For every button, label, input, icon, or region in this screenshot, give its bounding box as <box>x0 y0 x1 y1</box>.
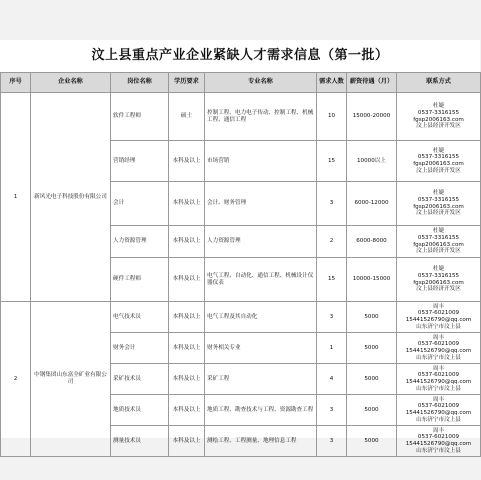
salary: 5000 <box>347 302 397 333</box>
education-requirement: 本科及以上 <box>169 426 205 457</box>
contact-line: 0537-3316155 <box>417 109 460 116</box>
row-index: 1 <box>1 93 31 302</box>
contact-line: 汶上县经济开发区 <box>416 210 461 217</box>
education-requirement: 本科及以上 <box>169 182 205 226</box>
header-salary: 薪资待遇（月） <box>347 73 397 93</box>
page-title: 汶上县重点产业企业紧缺人才需求信息（第一批） <box>91 48 389 63</box>
contact-line: 杜婕 <box>432 190 445 197</box>
salary: 5000 <box>347 364 397 395</box>
contact-line: fgsp2006163.com <box>413 241 464 248</box>
education-requirement: 本科及以上 <box>169 141 205 182</box>
table-row <box>1 302 481 333</box>
contact-info <box>397 302 481 333</box>
demand-count: 3 <box>317 426 347 457</box>
contact-line: 山东济宁市汶上县 <box>416 416 461 423</box>
salary: 10000-15000 <box>347 258 397 302</box>
education-requirement: 硕士 <box>169 93 205 141</box>
contact-line: 15441526790@qq.com <box>405 317 472 323</box>
job-title: 会计 <box>111 182 169 226</box>
major-name: 电气工程及其自动化 <box>205 302 317 333</box>
major-name: 会计、财务管理 <box>205 182 317 226</box>
job-title: 人力资源管理 <box>111 226 169 258</box>
header-major: 专业名称 <box>205 73 317 93</box>
contact-info <box>397 141 481 182</box>
contact-line: 周丰 <box>432 396 445 403</box>
job-title: 测量技术员 <box>111 426 169 457</box>
contact-line: 0537-6021009 <box>417 372 460 379</box>
major-name: 人力资源管理 <box>205 226 317 258</box>
contact-line: 15441526790@qq.com <box>405 441 472 447</box>
education-requirement: 本科及以上 <box>169 364 205 395</box>
contact-line: fgsp2006163.com <box>413 279 464 286</box>
major-name: 采矿工程 <box>205 364 317 395</box>
row-index: 2 <box>1 302 31 457</box>
contact-line: 山东济宁市汶上县 <box>416 385 461 392</box>
header-job: 岗位名称 <box>111 73 169 93</box>
contact-line: 山东济宁市汶上县 <box>416 447 461 454</box>
company-name: 中钢集团山东富全矿业有限公司 <box>31 302 111 457</box>
demand-count: 15 <box>317 141 347 182</box>
salary: 10000以上 <box>347 141 397 182</box>
education-requirement: 本科及以上 <box>169 333 205 364</box>
contact-line: 周丰 <box>432 334 445 341</box>
job-title: 电气技术员 <box>111 302 169 333</box>
contact-line: 周丰 <box>432 303 445 310</box>
contact-info <box>397 258 481 302</box>
contact-line: 山东济宁市汶上县 <box>416 323 461 330</box>
contact-info <box>397 426 481 457</box>
salary: 5000 <box>347 395 397 426</box>
talent-demand-table <box>0 72 481 457</box>
contact-line: 0537-3316155 <box>417 154 460 161</box>
contact-line: 0537-6021009 <box>417 403 460 410</box>
major-name: 测绘工程、工程测量、地理信息工程 <box>205 426 317 457</box>
major-name: 地质工程、勘查技术与工程、资源勘查工程 <box>205 395 317 426</box>
salary: 6000-12000 <box>347 182 397 226</box>
contact-line: 周丰 <box>432 365 445 372</box>
job-title: 硬件工程师 <box>111 258 169 302</box>
contact-line: 0537-6021009 <box>417 341 460 348</box>
contact-line: 15441526790@qq.com <box>405 379 472 385</box>
contact-line: 杜婕 <box>432 228 445 235</box>
education-requirement: 本科及以上 <box>169 258 205 302</box>
education-requirement: 本科及以上 <box>169 302 205 333</box>
contact-line: 汶上县经济开发区 <box>416 123 461 130</box>
contact-info <box>397 226 481 258</box>
contact-line: 0537-3316155 <box>417 234 460 241</box>
salary: 15000-20000 <box>347 93 397 141</box>
job-title: 地质技术员 <box>111 395 169 426</box>
demand-count: 3 <box>317 395 347 426</box>
job-title: 采矿技术员 <box>111 364 169 395</box>
demand-count: 1 <box>317 333 347 364</box>
contact-line: fgsp2006163.com <box>413 161 464 167</box>
header-index: 序号 <box>1 73 31 93</box>
contact-line: 0537-6021009 <box>417 310 460 317</box>
contact-line: 汶上县经济开发区 <box>416 286 461 293</box>
job-title: 软件工程师 <box>111 93 169 141</box>
demand-count: 3 <box>317 302 347 333</box>
header-education: 学历要求 <box>169 73 205 93</box>
demand-count: 2 <box>317 226 347 258</box>
salary: 6000-8000 <box>347 226 397 258</box>
contact-line: 杜婕 <box>432 266 445 273</box>
demand-count: 4 <box>317 364 347 395</box>
contact-line: 0537-6021009 <box>417 434 460 441</box>
major-name: 财务相关专业 <box>205 333 317 364</box>
major-name: 市场营销 <box>205 141 317 182</box>
salary: 5000 <box>347 333 397 364</box>
demand-count: 15 <box>317 258 347 302</box>
contact-line: 山东济宁市汶上县 <box>416 354 461 361</box>
salary: 5000 <box>347 426 397 457</box>
contact-line: 汶上县经济开发区 <box>416 167 461 174</box>
header-company: 企业名称 <box>31 73 111 93</box>
contact-line: 周丰 <box>432 427 445 434</box>
company-name: 新风光电子科技股份有限公司 <box>31 93 111 302</box>
job-title: 财务会计 <box>111 333 169 364</box>
contact-info <box>397 182 481 226</box>
contact-line: 杜婕 <box>432 103 445 110</box>
contact-line: 15441526790@qq.com <box>405 410 472 416</box>
job-title: 营销经理 <box>111 141 169 182</box>
major-name: 控制工程、电力电子传动、控制工程、机械工程、通信工程 <box>205 93 317 141</box>
contact-line: 0537-3316155 <box>417 272 460 279</box>
document-sheet <box>0 40 480 454</box>
demand-count: 10 <box>317 93 347 141</box>
contact-line: 15441526790@qq.com <box>405 348 472 354</box>
contact-line: 汶上县经济开发区 <box>416 248 461 255</box>
education-requirement: 本科及以上 <box>169 226 205 258</box>
header-count: 需求人数 <box>317 73 347 93</box>
education-requirement: 本科及以上 <box>169 395 205 426</box>
contact-info <box>397 93 481 141</box>
table-row <box>1 93 481 141</box>
contact-line: fgsp2006163.com <box>413 203 464 210</box>
contact-line: 杜婕 <box>432 147 445 154</box>
contact-info <box>397 395 481 426</box>
header-row <box>1 73 481 93</box>
header-contact: 联系方式 <box>397 73 481 93</box>
contact-info <box>397 364 481 395</box>
contact-line: 0537-3316155 <box>417 196 460 203</box>
demand-count: 3 <box>317 182 347 226</box>
contact-line: fgsp2006163.com <box>413 116 464 123</box>
major-name: 电气工程、自动化、通信工程、机械设计仪器仪表 <box>205 258 317 302</box>
contact-info <box>397 333 481 364</box>
